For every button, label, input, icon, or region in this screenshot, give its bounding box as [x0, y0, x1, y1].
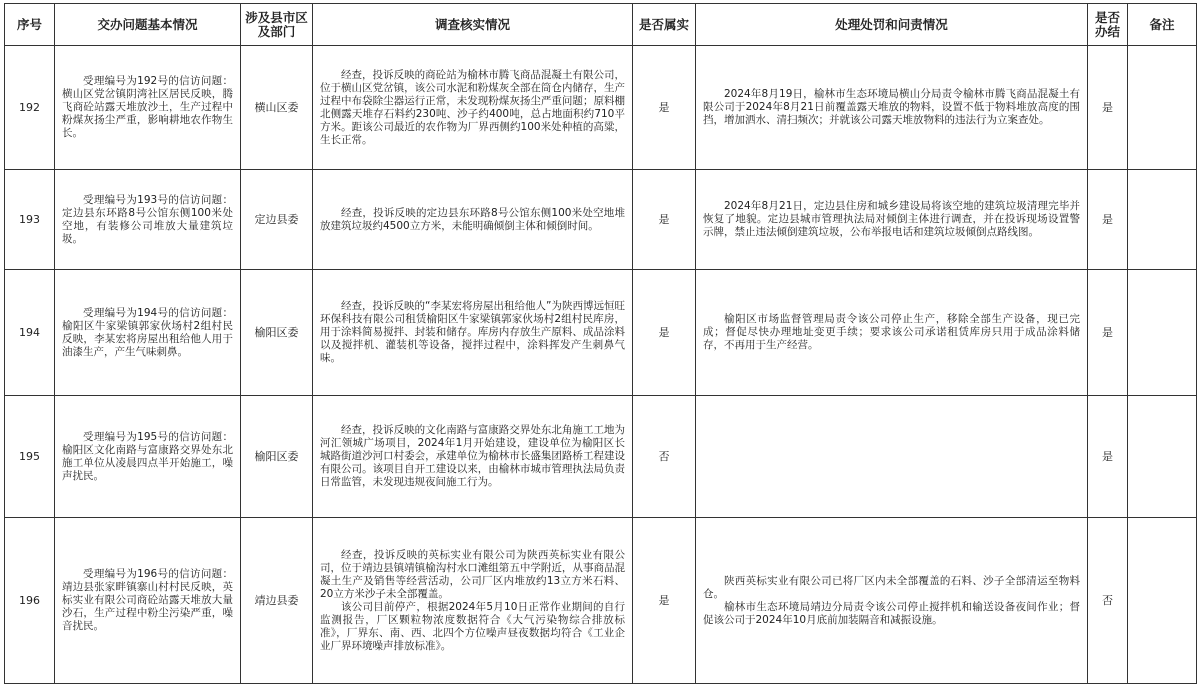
petition-table	[4, 3, 1197, 684]
handling-text: 2024年8月21日，定边县住房和城乡建设局将该空地的建筑垃圾清理完毕并恢复了地貌。定边县城市管理执法局对倾倒主体进行调查，并在投诉现场设置警示牌，禁止违法倾倒建筑垃圾，公布举报电话和建筑垃圾倾倒点路线图。	[703, 200, 1080, 238]
row-no: 192	[5, 46, 55, 170]
header-handling: 处理处罚和问责情况	[696, 4, 1088, 46]
row-dept: 横山区委	[241, 46, 313, 170]
row-problem	[55, 396, 241, 518]
row-investigation	[313, 170, 633, 270]
investigation-text: 该公司目前停产，根据2024年5月10日正常作业期间的自行监测报告，厂区颗粒物浓度数据符合《大气污染物综合排放标准》，厂界东、南、西、北四个方位噪声昼夜数据均符合《工业企业厂界环境噪声排放标准》。	[320, 600, 625, 652]
row-handling	[696, 518, 1088, 684]
row-remarks	[1128, 46, 1197, 170]
row-investigation	[313, 46, 633, 170]
row-concluded: 是	[1088, 170, 1128, 270]
row-remarks	[1128, 518, 1197, 684]
row-no: 196	[5, 518, 55, 684]
handling-text: 榆林市生态环境局靖边分局责令该公司停止搅拌机和输送设备夜间作业；督促该公司于2024年10月底前加装隔音和减振设施。	[703, 600, 1080, 626]
row-is-true: 是	[633, 270, 696, 396]
row-problem	[55, 518, 241, 684]
row-investigation	[313, 518, 633, 684]
row-is-true: 是	[633, 518, 696, 684]
row-dept: 榆阳区委	[241, 396, 313, 518]
row-dept: 榆阳区委	[241, 270, 313, 396]
header-concluded: 是否办结	[1088, 4, 1128, 46]
problem-text: 受理编号为194号的信访问题：榆阳区牛家梁镇郭家伙场村2组村民反映，李某宏将房屋出租给他人用于油漆生产，产生气味刺鼻。	[62, 306, 233, 358]
row-handling	[696, 170, 1088, 270]
problem-text: 受理编号为192号的信访问题：横山区党岔镇阴湾社区居民反映，腾飞商砼站露天堆放沙土，生产过程中粉煤灰扬尘严重，影响耕地农作物生长。	[62, 75, 233, 139]
investigation-text: 经查，投诉反映的定边县东环路8号公馆东侧100米处空地堆放建筑垃圾约4500立方米，未能明确倾倒主体和倾倒时间。	[320, 206, 625, 232]
row-concluded: 是	[1088, 270, 1128, 396]
row-problem	[55, 46, 241, 170]
header-remarks: 备注	[1128, 4, 1197, 46]
handling-text: 榆阳区市场监督管理局责令该公司停止生产，移除全部生产设备，现已完成；督促尽快办理地址变更手续；要求该公司承诺租赁库房只用于成品涂料储存，不再用于生产经营。	[703, 313, 1080, 351]
row-handling	[696, 396, 1088, 518]
investigation-text: 经查，投诉反映的文化南路与富康路交界处东北角施工工地为河汇领城广场项目，2024年1月开始建设，建设单位为榆阳区长城路街道沙河口村委会，承建单位为榆林市长盛集团路桥工程建设有限公司。该项目自开工建设以来，由榆林市城市管理执法局负责日常监管，未发现违规夜间施工行为。	[320, 424, 625, 488]
row-no: 193	[5, 170, 55, 270]
table-row	[5, 518, 1197, 684]
investigation-text: 经查，投诉反映的商砼站为榆林市腾飞商品混凝土有限公司，位于横山区党岔镇，该公司水泥和粉煤灰全部在筒仓内储存，生产过程中布袋除尘器运行正常，未发现粉煤灰扬尘严重问题；原料棚北侧露天堆存石料约230吨、沙子约400吨，总占地面积约710平方米。距该公司最近的农作物为厂界西侧约100米处种植的高粱，生长正常。	[320, 68, 625, 146]
investigation-text: 经查，投诉反映的英标实业有限公司为陕西英标实业有限公司，位于靖边县镇靖镇榆沟村水口滩组第五中学附近，从事商品混凝土生产及销售等经营活动，公司厂区内堆放约13立方米石料、20立方米沙子未全部覆盖。	[320, 548, 625, 600]
header-no: 序号	[5, 4, 55, 46]
table-row	[5, 46, 1197, 170]
header-row	[5, 4, 1197, 46]
row-no: 195	[5, 396, 55, 518]
problem-text: 受理编号为196号的信访问题：靖边县张家畔镇寨山村村民反映，英标实业有限公司商砼站露天堆放大量沙石，生产过程中粉尘污染严重，噪音扰民。	[62, 568, 233, 632]
row-is-true: 是	[633, 170, 696, 270]
row-is-true: 是	[633, 46, 696, 170]
table-row	[5, 170, 1197, 270]
row-is-true: 否	[633, 396, 696, 518]
row-dept: 靖边县委	[241, 518, 313, 684]
row-investigation	[313, 396, 633, 518]
problem-text: 受理编号为195号的信访问题：榆阳区文化南路与富康路交界处东北施工单位从凌晨四点半开始施工，噪声扰民。	[62, 430, 233, 482]
row-dept: 定边县委	[241, 170, 313, 270]
investigation-text: 经查，投诉反映的“李某宏将房屋出租给他人”为陕西博远恒旺环保科技有限公司租赁榆阳区牛家梁镇郭家伙场村2组村民库房，用于涂料简易搅拌、封装和储存。库房内存放生产原料、成品涂料以及搅拌机、灌装机等设备，搅拌过程中，涂料挥发产生刺鼻气味。	[320, 300, 625, 364]
header-investigation: 调查核实情况	[313, 4, 633, 46]
handling-text: 陕西英标实业有限公司已将厂区内未全部覆盖的石料、沙子全部清运至物料仓。	[703, 574, 1080, 600]
table-row	[5, 270, 1197, 396]
handling-text: 2024年8月19日，榆林市生态环境局横山分局责令榆林市腾飞商品混凝土有限公司于2024年8月21日前覆盖露天堆放的物料，设置不低于物料堆放高度的围挡，增加洒水、清扫频次；并就该公司露天堆放物料的违法行为立案查处。	[703, 88, 1080, 126]
table-row	[5, 396, 1197, 518]
row-concluded: 是	[1088, 46, 1128, 170]
row-remarks	[1128, 396, 1197, 518]
row-problem	[55, 270, 241, 396]
row-concluded: 是	[1088, 396, 1128, 518]
row-problem	[55, 170, 241, 270]
row-handling	[696, 270, 1088, 396]
row-concluded: 否	[1088, 518, 1128, 684]
row-remarks	[1128, 170, 1197, 270]
header-is-true: 是否属实	[633, 4, 696, 46]
row-no: 194	[5, 270, 55, 396]
header-dept: 涉及县市区及部门	[241, 4, 313, 46]
header-problem: 交办问题基本情况	[55, 4, 241, 46]
row-remarks	[1128, 270, 1197, 396]
problem-text: 受理编号为193号的信访问题：定边县东环路8号公馆东侧100米处空地，有装修公司堆放大量建筑垃圾。	[62, 193, 233, 245]
row-investigation	[313, 270, 633, 396]
row-handling	[696, 46, 1088, 170]
